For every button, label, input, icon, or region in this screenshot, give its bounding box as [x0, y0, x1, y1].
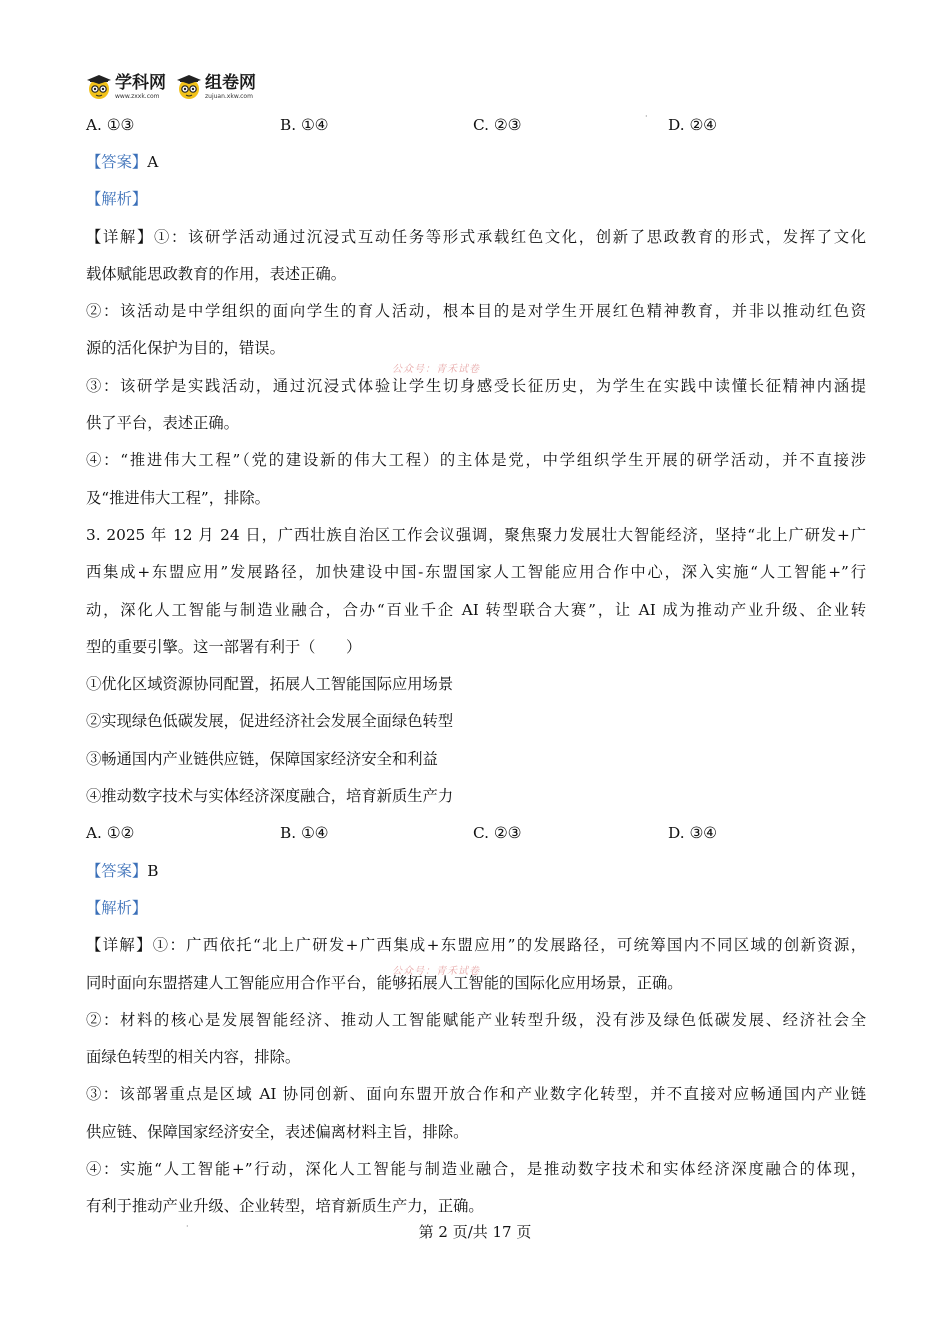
stray-dot: · [186, 1222, 189, 1231]
option-c: C. ②③ [473, 824, 522, 842]
mascot-icon [176, 74, 202, 100]
q2-detail-line: 源的活化保护为目的，错误。 [86, 339, 285, 357]
q2-detail-line: ②：该活动是中学组织的面向学生的育人活动，根本目的是对学生开展红色精神教育，并非以推动红色资 [86, 302, 866, 320]
header-logos [86, 70, 256, 104]
q3-detail-line: ④：实施“人工智能+”行动，深化人工智能与制造业融合，是推动数字技术和实体经济深度融合的体现， [86, 1160, 866, 1178]
logo-url: zujuan.xkw.com [205, 92, 253, 100]
logo-url: www.zxxk.com [115, 92, 160, 100]
q3-detail-line: 同时面向东盟搭建人工智能应用合作平台，能够拓展人工智能的国际化应用场景，正确。 [86, 974, 683, 992]
option-d: D. ③④ [668, 824, 717, 842]
q2-detail-line: 及“推进伟大工程”，排除。 [86, 489, 270, 507]
q2-answer [86, 152, 866, 172]
q2-detail-line: ③：该研学是实践活动，通过沉浸式体验让学生切身感受长征历史，为学生在实践中读懂长征精神内涵提 [86, 377, 866, 395]
analysis-tag: 【解析】 [86, 899, 148, 917]
watermark: 公众号：青禾试卷 [392, 966, 480, 977]
zxxk-logo [86, 74, 166, 100]
answer-tag: 【答案】 [86, 862, 148, 880]
answer-tag: 【答案】 [86, 153, 148, 171]
detail-tag: 【详解】 [86, 228, 154, 246]
q3-item: ③畅通国内产业链供应链，保障国家经济安全和利益 [86, 750, 438, 768]
detail-tag: 【详解】 [86, 936, 153, 954]
option-a: A. ①② [86, 824, 135, 842]
watermark: 公众号：青禾试卷 [392, 364, 480, 375]
q3-stem-line: 型的重要引擎。这一部署有利于（ ） [86, 638, 362, 656]
answer-value: A [147, 153, 159, 171]
q3-detail-line: ③：该部署重点是区域 AI 协同创新、面向东盟开放合作和产业数字化转型，并不直接对应畅通国内产业链 [86, 1085, 866, 1103]
q2-detail-line: ④：“推进伟大工程”（党的建设新的伟大工程）的主体是党，中学组织学生开展的研学活动，并不直接涉 [86, 451, 866, 469]
q2-analysis [86, 189, 866, 209]
zujuan-logo [176, 74, 256, 100]
logo-name: 组卷网 [205, 72, 256, 93]
q3-detail-line: 有利于推动产业升级、企业转型，培育新质生产力，正确。 [86, 1197, 484, 1215]
q3-item: ①优化区域资源协同配置，拓展人工智能国际应用场景 [86, 675, 454, 693]
q2-detail-line: 供了平台，表述正确。 [86, 414, 239, 432]
q3-stem-line: 西集成+东盟应用”发展路径，加快建设中国-东盟国家人工智能应用合作中心，深入实施“人工智能+”行 [86, 563, 866, 581]
q2-detail-line: 【详解】①：该研学活动通过沉浸式互动任务等形式承载红色文化，创新了思政教育的形式，发挥了文化 [86, 228, 866, 246]
q2-detail-line: 载体赋能思政教育的作用，表述正确。 [86, 265, 347, 283]
option-a: A. ①③ [86, 116, 135, 134]
analysis-tag: 【解析】 [86, 190, 148, 208]
page-number: 第 2 页/共 17 页 [418, 1223, 532, 1241]
q3-item: ④推动数字技术与实体经济深度融合，培育新质生产力 [86, 787, 454, 805]
option-b: B. ①④ [280, 116, 329, 134]
q3-detail-line: ②：材料的核心是发展智能经济、推动人工智能赋能产业转型升级，没有涉及绿色低碳发展、经济社会全 [86, 1011, 866, 1029]
q3-options [86, 823, 866, 843]
option-c: C. ②③ [473, 116, 522, 134]
q3-stem-line: 3. 2025 年 12 月 24 日，广西壮族自治区工作会议强调，聚焦聚力发展壮大智能经济，坚持“北上广研发+广 [86, 526, 866, 544]
q3-detail-line: 面绿色转型的相关内容，排除。 [86, 1048, 301, 1066]
q2-options [86, 115, 866, 135]
option-d: D. ②④ [668, 116, 717, 134]
answer-value: B [147, 862, 159, 880]
q3-stem-line: 动，深化人工智能与制造业融合，合办“百业千企 AI 转型联合大赛”，让 AI 成为推动产业升级、企业转 [86, 601, 866, 619]
q3-detail-line: 【详解】①：广西依托“北上广研发+广西集成+东盟应用”的发展路径，可统筹国内不同区域的创新资源， [86, 936, 866, 954]
logo-name: 学科网 [115, 72, 166, 93]
mascot-icon [86, 74, 112, 100]
q3-item: ②实现绿色低碳发展，促进经济社会发展全面绿色转型 [86, 712, 454, 730]
q3-answer [86, 861, 866, 881]
option-b: B. ①④ [280, 824, 329, 842]
q3-analysis [86, 898, 866, 918]
q3-detail-line: 供应链、保障国家经济安全，表述偏离材料主旨，排除。 [86, 1123, 469, 1141]
stray-dot: · [645, 112, 648, 121]
